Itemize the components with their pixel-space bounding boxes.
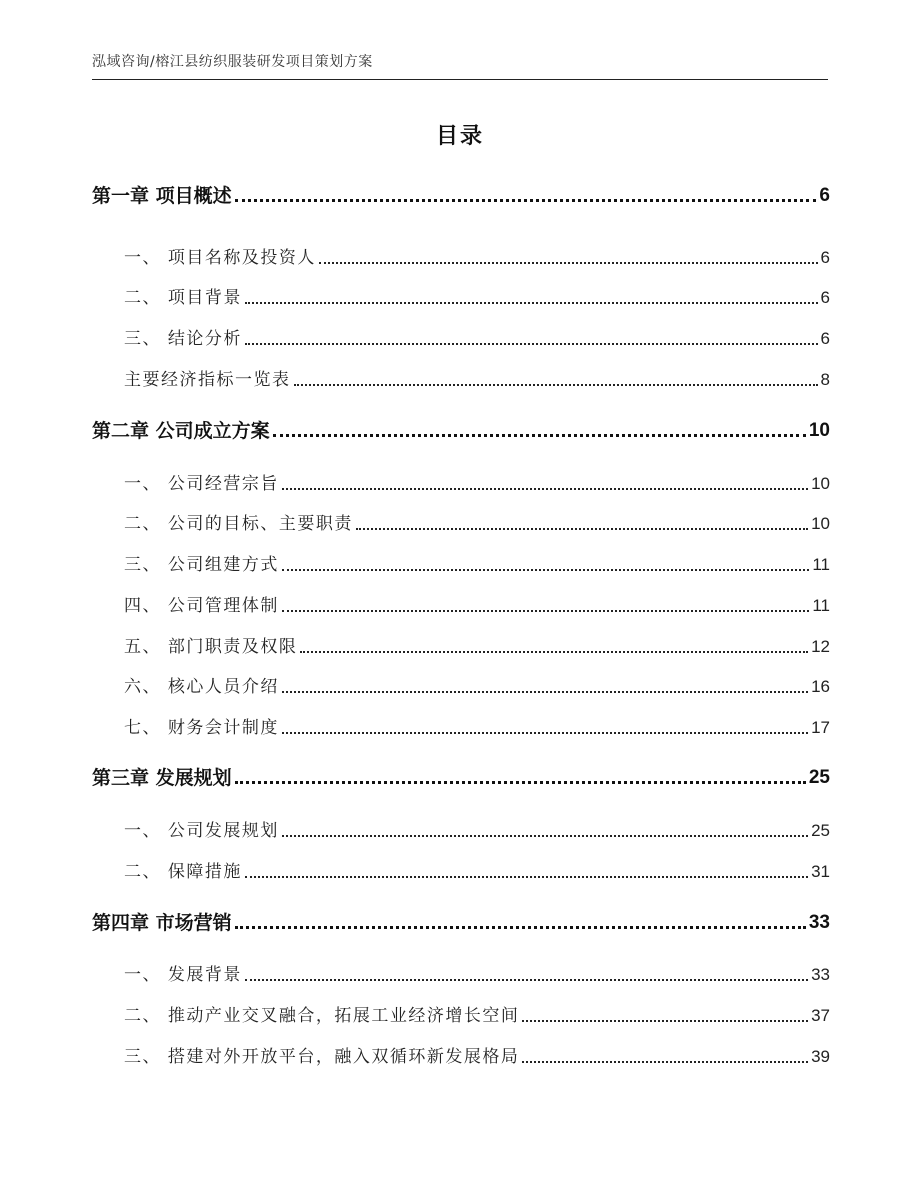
toc-entry-label: 主要经济指标一览表 bbox=[124, 370, 291, 390]
toc-section-entry[interactable] bbox=[92, 472, 830, 496]
dot-leader bbox=[282, 610, 809, 612]
toc-entry-page: 6 bbox=[819, 185, 830, 206]
dot-leader bbox=[245, 979, 808, 981]
toc-section-entry[interactable] bbox=[92, 635, 830, 659]
running-header: 泓域咨询/榕江县纺织服装研发项目策划方案 bbox=[92, 54, 373, 70]
toc-section-entry[interactable] bbox=[92, 675, 830, 699]
toc-section-entry[interactable] bbox=[92, 1045, 830, 1069]
toc-section-entry[interactable] bbox=[92, 716, 830, 740]
toc-entry-label: 二、 保障措施 bbox=[124, 862, 242, 882]
dot-leader bbox=[356, 528, 808, 530]
dot-leader bbox=[235, 926, 806, 929]
toc-chapter-entry[interactable] bbox=[92, 184, 830, 208]
dot-leader bbox=[300, 651, 808, 653]
toc-entry-label: 七、 财务会计制度 bbox=[124, 718, 279, 738]
dot-leader bbox=[282, 732, 808, 734]
dot-leader bbox=[294, 384, 818, 386]
toc-entry-page: 10 bbox=[811, 514, 830, 533]
toc-entry-label: 第三章 发展规划 bbox=[92, 767, 232, 789]
toc-entry-page: 10 bbox=[811, 474, 830, 493]
toc-entry-label: 二、 项目背景 bbox=[124, 288, 242, 308]
toc-entry-label: 四、 公司管理体制 bbox=[124, 596, 279, 616]
toc-section-entry[interactable] bbox=[92, 368, 830, 392]
toc-section-entry[interactable] bbox=[92, 1004, 830, 1028]
toc-entry-label: 二、 公司的目标、主要职责 bbox=[124, 514, 353, 534]
toc-chapter-entry[interactable] bbox=[92, 911, 830, 935]
dot-leader bbox=[245, 343, 818, 345]
dot-leader bbox=[282, 691, 808, 693]
toc-entry-page: 12 bbox=[811, 637, 830, 656]
toc-entry-page: 37 bbox=[811, 1006, 830, 1025]
toc-entry-page: 6 bbox=[820, 248, 830, 267]
toc-section-entry[interactable] bbox=[92, 594, 830, 618]
toc-entry-label: 第四章 市场营销 bbox=[92, 912, 232, 934]
dot-leader bbox=[522, 1020, 808, 1022]
toc-chapter-entry[interactable] bbox=[92, 419, 830, 443]
toc-chapter-entry[interactable] bbox=[92, 766, 830, 790]
toc-entry-page: 33 bbox=[808, 912, 830, 933]
toc-entry-page: 8 bbox=[820, 370, 830, 389]
toc-entry-page: 11 bbox=[812, 555, 830, 574]
toc-entry-label: 三、 搭建对外开放平台，融入双循环新发展格局 bbox=[124, 1047, 520, 1067]
toc-entry-page: 17 bbox=[811, 718, 830, 737]
toc-section-entry[interactable] bbox=[92, 286, 830, 310]
page-title: 目录 bbox=[435, 124, 484, 149]
dot-leader bbox=[245, 876, 808, 878]
dot-leader bbox=[235, 781, 806, 784]
toc-entry-label: 二、 推动产业交叉融合，拓展工业经济增长空间 bbox=[124, 1006, 520, 1026]
toc-entry-label: 第一章 项目概述 bbox=[92, 185, 232, 207]
dot-leader bbox=[282, 569, 809, 571]
toc-section-entry[interactable] bbox=[92, 553, 830, 577]
toc-entry-page: 16 bbox=[811, 677, 830, 696]
toc-section-entry[interactable] bbox=[92, 819, 830, 843]
dot-leader bbox=[282, 835, 808, 837]
toc-section-entry[interactable] bbox=[92, 327, 830, 351]
toc-entry-page: 10 bbox=[808, 420, 830, 441]
toc-entry-label: 一、 公司发展规划 bbox=[124, 821, 279, 841]
toc-entry-label: 三、 结论分析 bbox=[124, 329, 242, 349]
toc-section-entry[interactable] bbox=[92, 246, 830, 270]
toc-section-entry[interactable] bbox=[92, 512, 830, 536]
toc-entry-page: 11 bbox=[812, 596, 830, 615]
toc-entry-page: 6 bbox=[820, 329, 830, 348]
toc-entry-label: 第二章 公司成立方案 bbox=[92, 420, 270, 442]
dot-leader bbox=[273, 434, 806, 437]
toc-entry-page: 25 bbox=[808, 767, 830, 788]
toc-entry-label: 一、 项目名称及投资人 bbox=[124, 248, 316, 268]
dot-leader bbox=[235, 199, 817, 202]
toc-section-entry[interactable] bbox=[92, 860, 830, 884]
dot-leader bbox=[522, 1061, 808, 1063]
dot-leader bbox=[282, 488, 808, 490]
toc-entry-page: 31 bbox=[811, 862, 830, 881]
toc-entry-label: 五、 部门职责及权限 bbox=[124, 637, 298, 657]
dot-leader bbox=[319, 262, 818, 264]
toc-entry-label: 一、 发展背景 bbox=[124, 965, 242, 985]
table-of-contents bbox=[92, 0, 830, 1191]
toc-entry-page: 25 bbox=[811, 821, 830, 840]
toc-entry-label: 三、 公司组建方式 bbox=[124, 555, 279, 575]
toc-section-entry[interactable] bbox=[92, 963, 830, 987]
toc-entry-page: 33 bbox=[811, 965, 830, 984]
toc-entry-label: 六、 核心人员介绍 bbox=[124, 677, 279, 697]
toc-entry-page: 6 bbox=[820, 288, 830, 307]
toc-entry-page: 39 bbox=[811, 1047, 830, 1066]
toc-entry-label: 一、 公司经营宗旨 bbox=[124, 474, 279, 494]
dot-leader bbox=[245, 302, 818, 304]
